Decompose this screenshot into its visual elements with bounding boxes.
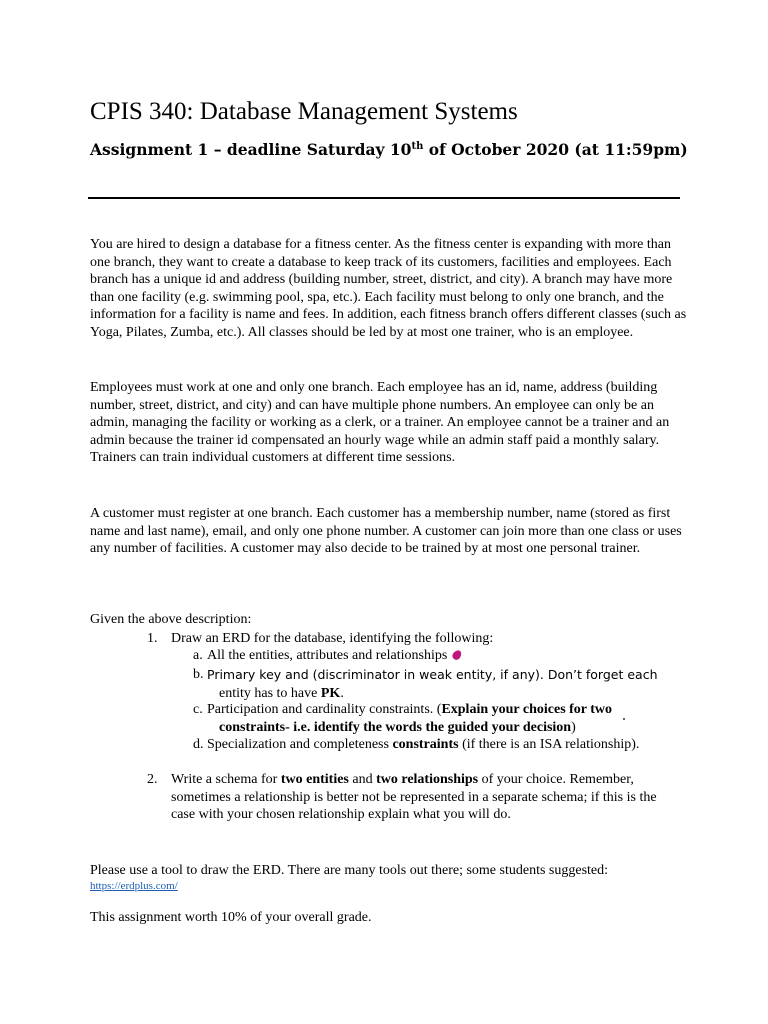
tasks-intro: Given the above description: [90,612,252,627]
task-2-text-c: of your choice. Remember, sometimes a relationship is better not be represented in a separate schema; if this is the case with your chosen relationship explain what you will do. [171,772,657,822]
subtask-c-text-wrap [207,701,677,736]
highlight-mark-icon [451,649,463,662]
subtask-d-end: (if there is an ISA relationship). [458,737,640,752]
subtask-d-bold: constraints [392,737,459,752]
task-2-text [171,771,671,824]
subtask-c-end: ) [571,719,576,735]
subtask-marker: c. [193,702,203,717]
paragraph-intro: You are hired to design a database for a fitness center. As the fitness center is expanding with more than one branch, they want to create a database to keep track of its customers, facilities and employees. Each branch has a unique id and address (building number, street, district, and city). A branch may have more than one facility (e.g. swimming pool, spa, etc.). Each facility must belong to only one branch, and the information for a facility is name and fees. In addition, each fitness branch offers different classes (such as Yoga, Pilates, Zumba, etc.). All classes should be led by at most one trainer, who is an employee. [90,237,687,340]
paragraph-employees: Employees must work at one and only one branch. Each employee has an id, name, address (building number, street, district, and city) and can have multiple phone numbers. An employee can only be an admin, managing the facility or working as a clerk, or a trainer. An employee cannot be a trainer and an admin because the trainer id compensated an hourly wage while an admin staff paid a monthly salary. Trainers can train individual customers at different time sessions. [90,380,670,465]
stray-dot [623,718,625,720]
task-2-bold-relationships: two relationships [376,772,479,787]
subtask-a-text-wrap [207,647,677,665]
subtask-b-text-wrap [207,666,677,702]
subtask-c-bold-cont: constraints- i.e. identify the words the guided your decision [219,719,572,735]
subtitle-superscript: th [411,140,424,152]
subtask-a-text: All the entities, attributes and relationships [207,648,448,663]
task-number: 1. [147,631,158,646]
subtask-marker: b. [193,667,204,682]
subtask-marker: a. [193,648,203,663]
task-number: 2. [147,772,158,787]
task-2-bold-entities: two entities [280,772,349,787]
erdplus-link[interactable]: https://erdplus.com/ [90,880,178,892]
assignment-subtitle [90,140,688,159]
subtask-b-bold: PK [320,685,341,701]
subtask-b-text: Primary key and (discriminator in weak entity, if any). Don’t forget each [207,667,658,682]
subtask-b-cont-text: entity has to have [219,685,321,701]
subtask-c-bold: Explain your choices for two [441,702,613,717]
task-2-text-b: and [348,772,377,787]
paragraph-customers: A customer must register at one branch. Each customer has a membership number, name (stored as first name and last name), email, and only one phone number. A customer can join more than one class or uses any number of facilities. A customer may also decide to be trained by at most one personal trainer. [90,506,682,556]
subtitle-text-end: of October 2020 (at 11:59pm) [423,140,688,159]
subtitle-text: Assignment 1 – deadline Saturday 10 [90,140,412,159]
horizontal-divider [88,197,680,199]
subtask-d-text-wrap [207,736,677,754]
subtask-b-continuation [207,685,677,703]
document-title: CPIS 340: Database Management Systems [90,98,518,125]
task-2-text-a: Write a schema for [171,772,281,787]
subtask-b-end: . [340,685,344,701]
grade-weight-note: This assignment worth 10% of your overall grade. [90,910,372,925]
task-text: Draw an ERD for the database, identifying the following: [171,631,494,646]
subtask-c-text: Participation and cardinality constraints. ( [207,702,442,717]
subtask-d-text: Specialization and completeness [207,737,393,752]
tool-instruction: Please use a tool to draw the ERD. There are many tools out there; some students suggested: [90,863,609,878]
subtask-c-continuation [207,719,677,737]
subtask-marker: d. [193,737,204,752]
